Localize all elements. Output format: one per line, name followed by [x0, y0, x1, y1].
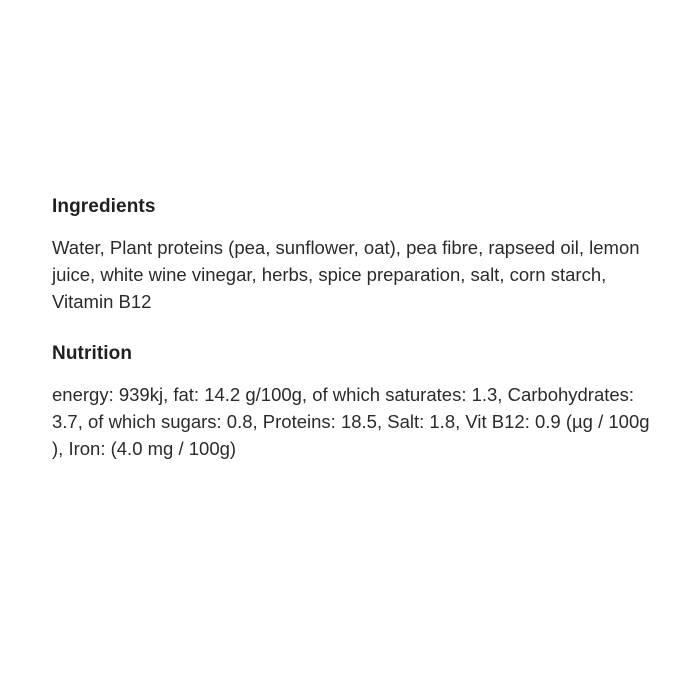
ingredients-heading: Ingredients [52, 196, 156, 217]
ingredients-section [52, 195, 650, 316]
nutrition-heading: Nutrition [52, 342, 133, 364]
nutrition-text: energy: 939kj, fat: 14.2 g/100g, of which saturates: 1.3, Carbohydrates: 3.7, of which sugars: 0.8, Proteins: 18.5, Salt: 1.8, Vit B12: 0.9 (µg / 100g ), Iron: (4.0 mg / 100g) [52, 383, 650, 460]
ingredients-text: Water, Plant proteins (pea, sunflower, oat), pea fibre, rapseed oil, lemon juice, white wine vinegar, herbs, spice preparation, salt, corn starch, Vitamin B12 [52, 236, 640, 313]
nutrition-section [52, 342, 650, 463]
